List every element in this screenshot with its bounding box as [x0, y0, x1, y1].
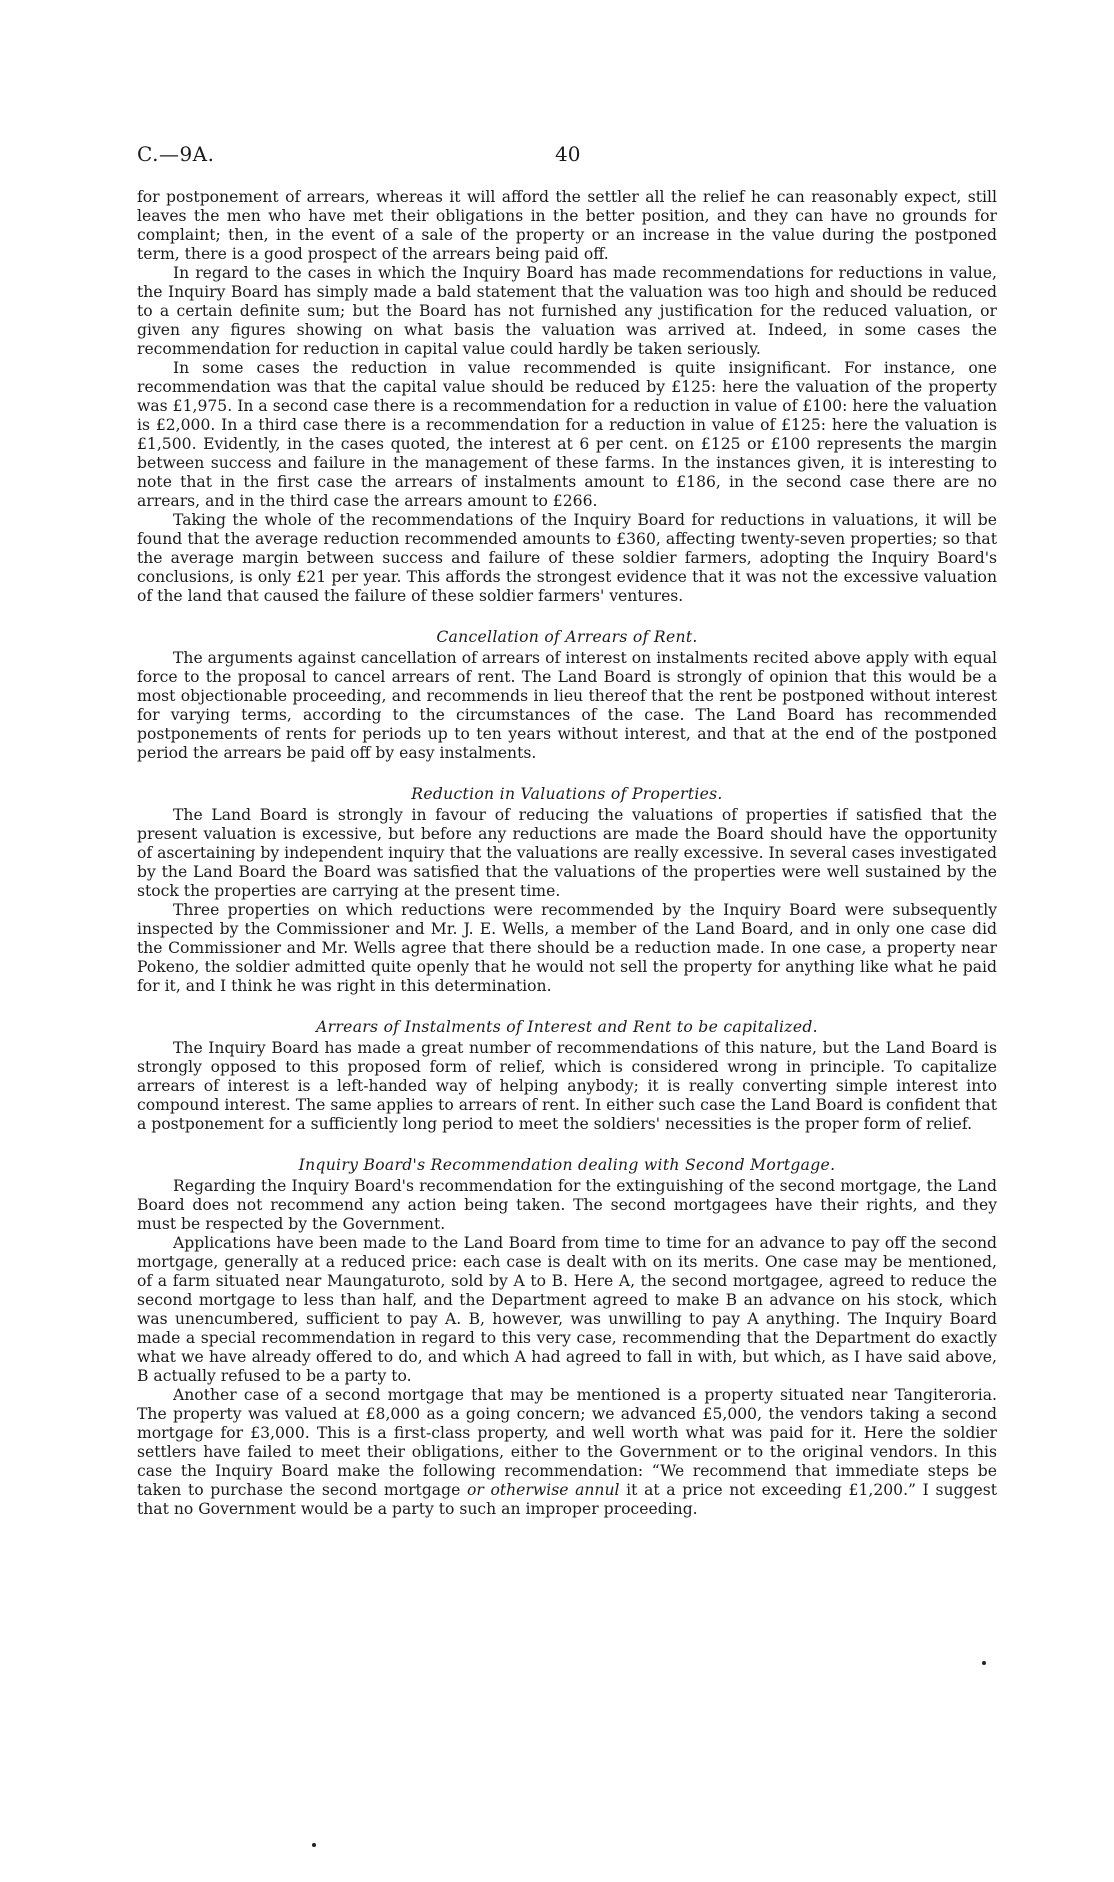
- document-reference: C.—9A.: [137, 142, 215, 166]
- section-heading-arrears: Arrears of Instalments of Interest and Rent to be capitalized.: [316, 1018, 818, 1036]
- paragraph: In some cases the reduction in value recommended is quite insignificant. For instance, one recommendation was that the capital value should be reduced by £125: here the valuation of the property was £1,975. In a second case there is a recommendation for a reduction in value of £100: here the valuation is £2,000. In a third case there is a recommendation for a reduction in value of £125: here the valuation is £1,500. Evidently, in the cases quoted, the interest at 6 per cent. on £125 or £100 represents the margin between success and failure in the management of these farms. In the instances given, it is interesting to note that in the first case the arrears of instalments amount to £186, in the second case there are no arrears, and in the third case the arrears amount to £266.: [137, 359, 997, 510]
- final-paragraph-end: it at a price not exceeding £1,200.” I suggest that no Government would be a party to such an improper proceeding.: [137, 1481, 998, 1518]
- final-paragraph: [137, 1386, 997, 1519]
- paragraph: Regarding the Inquiry Board's recommendation for the extinguishing of the second mortgage, the Land Board does not recommend any action being taken. The second mortgagees have their rights, and they must be respected by the Government.: [137, 1177, 997, 1233]
- final-paragraph-text: Another case of a second mortgage that may be mentioned is a property situated near Tangiteroria. The property was valued at £8,000 as a going concern; we advanced £5,000, the vendors taking a second mortgage for £3,000. This is a first-class property, and well worth what was paid for it. Here the soldier settlers have failed to meet their obligations, either to the Government or to the original vendors. In this case the Inquiry Board make the following recommendation: “We recommend that immediate steps be taken to purchase the second mortgage: [137, 1386, 997, 1499]
- final-paragraph-italic: or otherwise annul: [466, 1481, 620, 1499]
- paragraph: In regard to the cases in which the Inquiry Board has made recommendations for reductions in value, the Inquiry Board has simply made a bald statement that the valuation was too high and should be reduced to a certain definite sum; but the Board has not furnished any justification for the reduced valuation, or given any figures showing on what basis the valuation was arrived at. Indeed, in some cases the recommendation for reduction in capital value could hardly be taken seriously.: [137, 264, 997, 358]
- paragraph: The Inquiry Board has made a great number of recommendations of this nature, but the Land Board is strongly opposed to this proposed form of relief, which is considered wrong in principle. To capitalize arrears of interest is a left-handed way of helping anybody; it is really converting simple interest into compound interest. The same applies to arrears of rent. In either such case the Land Board is confident that a postponement for a sufficiently long period to meet the soldiers' necessities is the proper form of relief.: [137, 1039, 997, 1133]
- paragraph: The arguments against cancellation of arrears of interest on instalments recited above apply with equal force to the proposal to cancel arrears of rent. The Land Board is strongly of opinion that this would be a most objectionable proceeding, and recommends in lieu thereof that the rent be postponed without interest for varying terms, according to the circumstances of the case. The Land Board has recommended postponements of rents for periods up to ten years without interest, and that at the end of the postponed period the arrears be paid off by easy instalments.: [137, 649, 997, 762]
- paragraph: Three properties on which reductions were recommended by the Inquiry Board were subsequently inspected by the Commissioner and Mr. J. E. Wells, a member of the Land Board, and in only one case did the Commissioner and Mr. Wells agree that there should be a reduction made. In one case, a property near Pokeno, the soldier admitted quite openly that he would not sell the property for anything like what he paid for it, and I think he was right in this determination.: [137, 901, 997, 995]
- body-text: [137, 188, 997, 1519]
- section-heading-cancellation: Cancellation of Arrears of Rent.: [436, 628, 698, 646]
- print-speck: [312, 1843, 316, 1847]
- paragraph: for postponement of arrears, whereas it will afford the settler all the relief he can reasonably expect, still leaves the men who have met their obligations in the better position, and they can have no grounds for complaint; then, in the event of a sale of the property or an increase in the value during the postponed term, there is a good prospect of the arrears being paid off.: [137, 188, 997, 263]
- paragraph: Applications have been made to the Land Board from time to time for an advance to pay off the second mortgage, generally at a reduced price: each case is dealt with on its merits. One case may be mentioned, of a farm situated near Maungaturoto, sold by A to B. Here A, the second mortgagee, agreed to reduce the second mortgage to less than half, and the Department agreed to make B an advance on his stock, which was unencumbered, sufficient to pay A. B, however, was unwilling to pay A anything. The Inquiry Board made a special recommendation in regard to this very case, recommending that the Department do exactly what we have already offered to do, and which A had agreed to fall in with, but which, as I have said above, B actually refused to be a party to.: [137, 1234, 997, 1385]
- page-number: 40: [555, 142, 581, 166]
- section-heading-second-mortgage: Inquiry Board's Recommendation dealing with Second Mortgage.: [298, 1156, 836, 1174]
- print-speck: [982, 1661, 986, 1665]
- paragraph: The Land Board is strongly in favour of reducing the valuations of properties if satisfied that the present valuation is excessive, but before any reductions are made the Board should have the opportunity of ascertaining by independent inquiry that the valuations are really excessive. In several cases investigated by the Land Board the Board was satisfied that the valuations of the properties were well sustained by the stock the properties are carrying at the present time.: [137, 806, 997, 900]
- section-heading-reduction: Reduction in Valuations of Properties.: [411, 785, 723, 803]
- paragraph: Taking the whole of the recommendations of the Inquiry Board for reductions in valuations, it will be found that the average reduction recommended amounts to £360, affecting twenty-seven properties; so that the average margin between success and failure of these soldier farmers, adopting the Inquiry Board's conclusions, is only £21 per year. This affords the strongest evidence that it was not the excessive valuation of the land that caused the failure of these soldier farmers' ventures.: [137, 511, 997, 605]
- page-header: [137, 142, 997, 170]
